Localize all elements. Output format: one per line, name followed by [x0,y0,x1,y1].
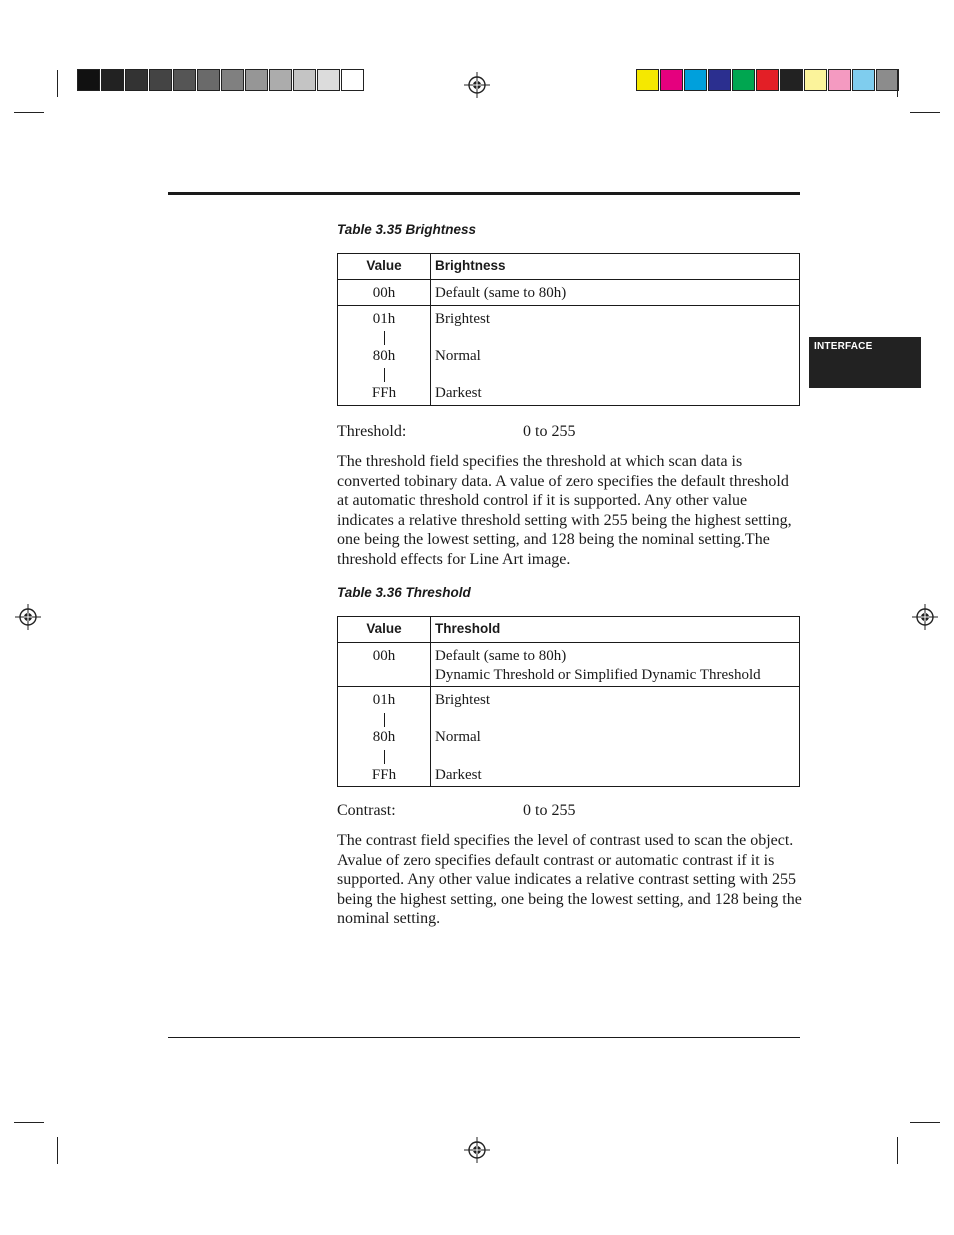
description-range-cell [431,687,800,787]
range-bar [342,710,426,729]
color-swatch [101,69,124,91]
column-header-brightness: Brightness [431,254,800,280]
desc-max: Darkest [435,384,482,401]
color-swatch [660,69,683,91]
value-max: FFh [371,766,397,783]
desc-line: Dynamic Threshold or Simplified Dynamic Threshold [435,666,761,683]
gray-swatch-strip [77,69,365,91]
color-swatch [876,69,899,91]
table-caption-brightness: Table 3.35 Brightness [337,222,477,237]
brightness-table [337,253,800,406]
column-header-value: Value [338,254,431,280]
crop-mark [897,70,898,97]
param-label: Contrast: [337,802,396,819]
column-header-threshold: Threshold [431,617,800,643]
desc-line: Default (same to 80h) [435,648,567,664]
color-swatch [317,69,340,91]
crop-mark [910,112,940,113]
crop-mark [14,112,44,113]
color-swatch [197,69,220,91]
desc-mid: Normal [435,729,481,746]
registration-mark-icon [464,72,490,98]
color-swatch [780,69,803,91]
table-row [338,687,800,787]
color-swatch [804,69,827,91]
table-header-row [338,617,800,643]
crop-mark [910,1122,940,1123]
registration-mark-icon [464,1137,490,1163]
color-swatch [732,69,755,91]
description-cell: Default (same to 80h) [431,280,800,306]
desc-min: Brightest [435,310,490,327]
table-header-row [338,254,800,280]
crop-mark [14,1122,44,1123]
color-swatch-strip [636,69,900,91]
color-swatch [684,69,707,91]
value-max: FFh [371,384,397,401]
value-range-cell [338,687,431,787]
spacer [435,328,795,347]
color-swatch [636,69,659,91]
range-bar [342,747,426,766]
table-caption-threshold: Table 3.36 Threshold [337,585,471,600]
crop-mark [897,1137,898,1164]
color-swatch [221,69,244,91]
crop-mark [57,70,58,97]
color-swatch [708,69,731,91]
crop-mark [57,1137,58,1164]
value-cell: 00h [338,643,431,687]
color-swatch [341,69,364,91]
range-bar [342,328,426,347]
color-swatch [756,69,779,91]
value-mid: 80h [372,347,396,364]
registration-mark-icon [912,604,938,630]
color-swatch [125,69,148,91]
value-cell: 00h [338,280,431,306]
column-header-value: Value [338,617,431,643]
color-swatch [269,69,292,91]
header-rule [168,192,800,195]
color-swatch [828,69,851,91]
color-swatch [149,69,172,91]
contrast-description: The contrast field specifies the level of contrast used to scan the object. Avalue of zero specifies default contrast or automatic contrast if it is supported. Any other value indicates a relative contrast setting with 255 being the highest setting, one being the lowest setting, and 128 being the nominal setting. [337,832,802,927]
spacer [435,747,795,766]
param-range: 0 to 255 [523,423,576,440]
value-min: 01h [372,310,396,327]
table-row [338,643,800,687]
contrast-param [337,802,576,820]
value-range-cell [338,305,431,405]
desc-mid: Normal [435,347,481,364]
value-mid: 80h [372,729,396,746]
color-swatch [293,69,316,91]
color-swatch [173,69,196,91]
param-range: 0 to 255 [523,802,576,819]
threshold-table [337,616,800,787]
threshold-param [337,423,576,441]
threshold-description: The threshold field specifies the threshold at which scan data is converted tobinary data. A value of zero specifies the default threshold at automatic threshold control if it is supported. Any other value indicates a relative threshold setting with 255 being the highest setting, one being the lowest setting, and 128 being the nominal setting.The threshold effects for Line Art image. [337,453,792,568]
description-range-cell [431,305,800,405]
desc-max: Darkest [435,766,482,783]
color-swatch [245,69,268,91]
desc-min: Brightest [435,692,490,709]
section-tab [809,337,921,388]
spacer [435,365,795,384]
color-swatch [852,69,875,91]
value-min: 01h [372,692,396,709]
color-swatch [77,69,100,91]
registration-mark-icon [15,604,41,630]
description-cell [431,643,800,687]
table-row [338,305,800,405]
footer-rule [168,1037,800,1038]
param-label: Threshold: [337,423,407,440]
table-row [338,280,800,306]
section-tab-label: INTERFACE [814,341,873,352]
spacer [435,710,795,729]
range-bar [342,365,426,384]
